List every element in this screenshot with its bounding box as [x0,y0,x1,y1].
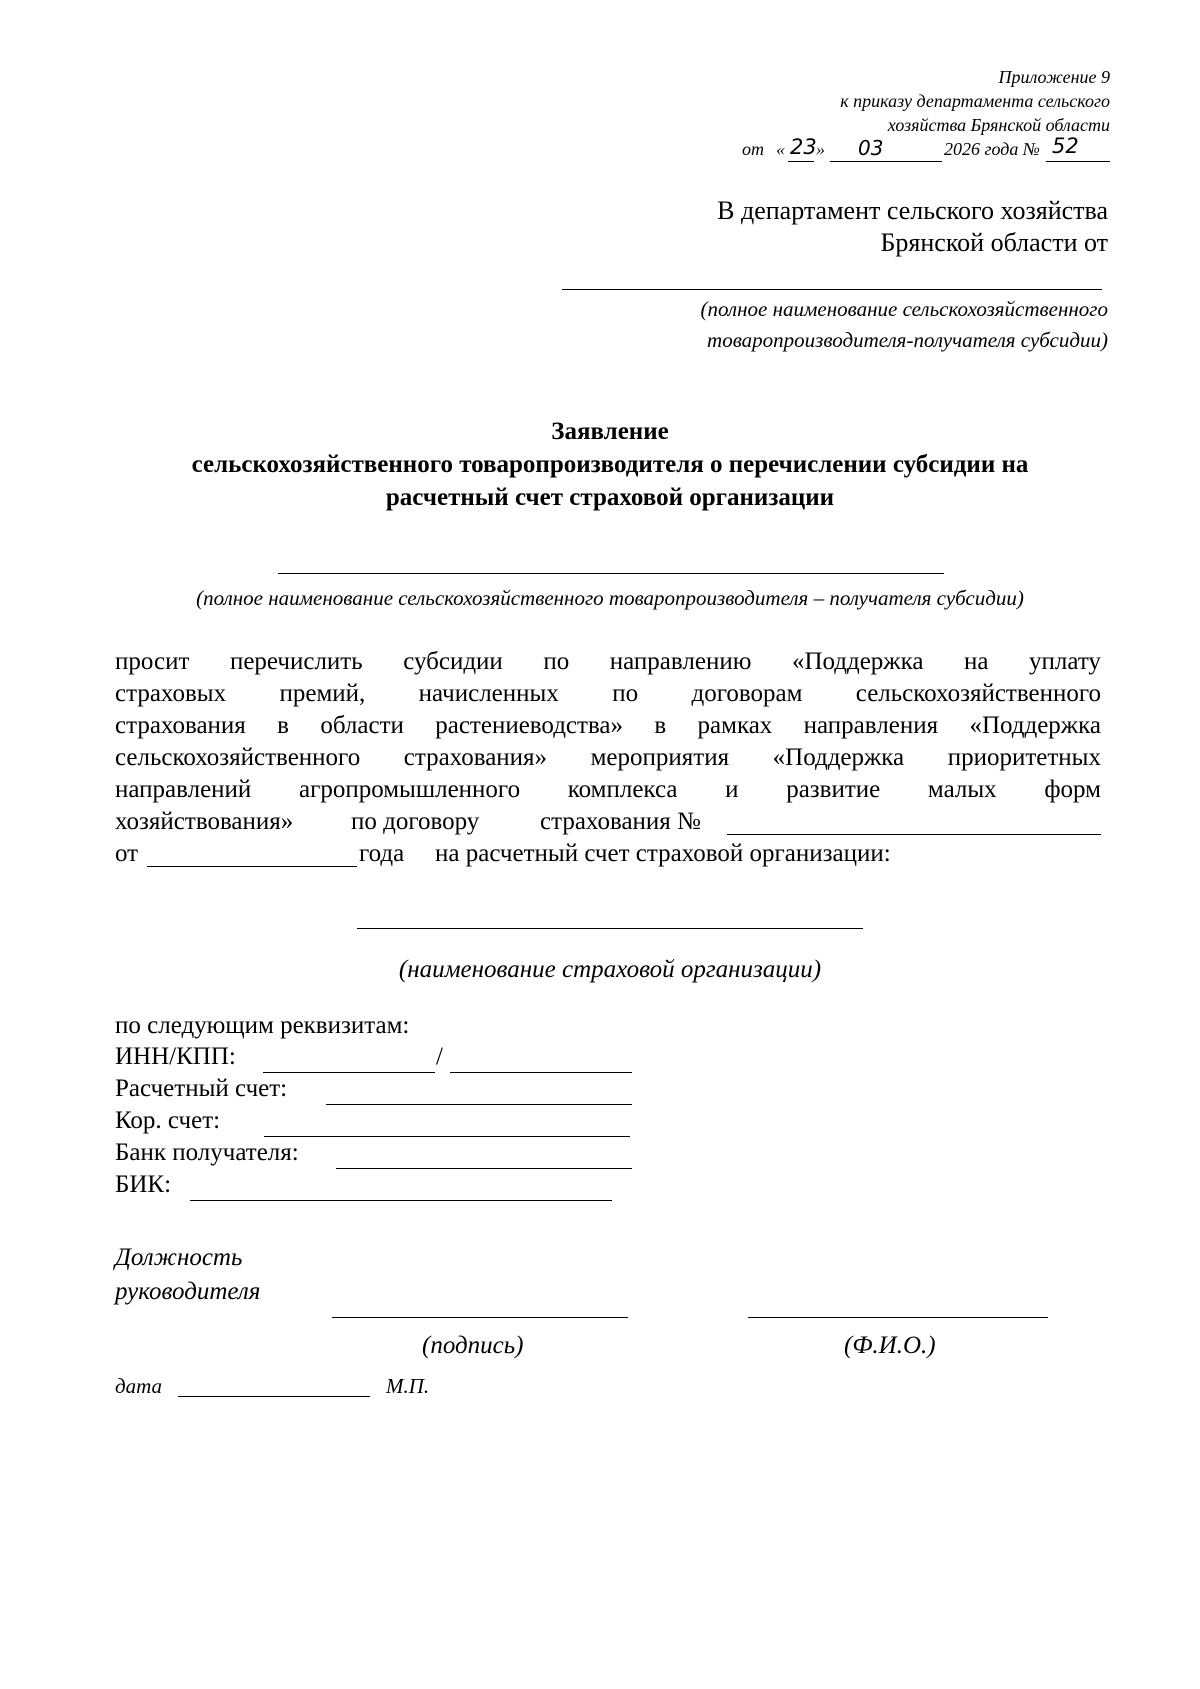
contract-date-line [147,866,357,867]
body-word: «Поддержка [969,712,1101,739]
body-word: на [964,648,989,675]
kpp-line [450,1072,632,1073]
body-word: и [725,776,739,803]
document-subtitle-2: расчетный счет страховой организации [385,484,835,511]
body-word: комплекса [567,776,678,803]
full-name-caption: (Ф.И.О.) [844,1332,936,1359]
account-line [326,1104,632,1105]
position-label-2: руководителя [115,1278,261,1305]
date-line [178,1396,370,1397]
appendix-line-1: Приложение 9 [998,67,1110,87]
body-line-3 [115,710,1101,742]
signature-caption: (подпись) [422,1332,524,1359]
order-day-underline [788,161,814,162]
addressee-line-2: Брянской области от [880,228,1108,257]
body-line-5 [115,774,1101,806]
applicant-name-line [278,573,944,574]
addressee-line-1: В департамент сельского хозяйства [717,196,1108,225]
document-subtitle-1: сельскохозяйственного товаропроизводителя о перечислении субсидии на [191,451,1029,478]
body-word: в [654,712,667,739]
body-line-4 [115,742,1101,774]
body-word: малых [927,776,997,803]
body-text: хозяйствования» [115,808,294,835]
body-word: растениеводства» [435,712,624,739]
body-text: по договору [351,808,480,835]
bik-label: БИК: [115,1171,172,1198]
bank-line [336,1168,632,1169]
body-word: страхования [115,712,246,739]
body-word: форм [1044,776,1101,803]
bank-label: Банк получателя: [115,1139,299,1166]
body-line-7 [115,838,1101,870]
order-number-underline [1046,161,1110,162]
body-word: агропромышленного [298,776,521,803]
inn-line [263,1072,435,1073]
document-title: Заявление [551,418,669,445]
addressee-caption-1: (полное наименование сельскохозяйственного [700,297,1108,321]
body-word: «Поддержка [772,744,905,771]
body-word: направления [803,712,939,739]
stamp-label: М.П. [386,1374,430,1398]
body-line-1 [115,646,1101,678]
body-word: просит [115,648,190,675]
body-word: направлению [609,648,752,675]
addressee-name-line [562,289,1102,290]
bik-line [190,1200,612,1201]
corr-account-line [264,1136,630,1137]
body-text: на расчетный счет страховой организации: [435,840,891,867]
body-word: развитие [786,776,881,803]
order-from-label: от [742,139,764,159]
insurer-caption: (наименование страховой организации) [398,956,822,983]
body-word: области [320,712,404,739]
body-line-2 [115,678,1101,710]
body-word: по [612,680,639,707]
body-line-6 [115,806,1101,838]
appendix-line-3: хозяйства Брянской области [887,115,1110,135]
order-year-number: 2026 года № [944,139,1040,159]
body-word: страховых [115,680,227,707]
full-name-line [748,1317,1048,1318]
body-word: премий, [279,680,366,707]
body-word: уплату [1029,648,1101,675]
inn-kpp-label: ИНН/КПП: [115,1043,236,1070]
account-label: Расчетный счет: [115,1075,288,1102]
appendix-line-2: к приказу департамента сельского [840,91,1110,111]
body-word: начисленных [418,680,559,707]
body-word: «Поддержка [791,648,924,675]
body-word: приоритетных [947,744,1101,771]
body-word: по [543,648,570,675]
body-word: договорам [691,680,803,707]
body-word: мероприятия [590,744,730,771]
inn-kpp-slash: / [436,1043,443,1070]
body-word: субсидии [403,648,503,675]
appendix-order-line [0,134,1200,167]
corr-account-label: Кор. счет: [115,1107,221,1134]
applicant-caption: (полное наименование сельскохозяйственного товаропроизводителя – получателя субсидии) [196,586,1024,610]
addressee-caption-2: товаропроизводителя-получателя субсидии) [707,328,1108,352]
body-word: страхования» [403,744,548,771]
body-text: года [359,840,405,867]
order-quote-close: » [816,139,825,159]
order-quote-open: « [776,139,785,159]
body-text: от [115,840,139,867]
body-word: сельскохозяйственного [855,680,1101,707]
contract-number-line [727,834,1101,835]
requisites-intro: по следующим реквизитам: [115,1012,410,1039]
order-month-underline [830,161,942,162]
body-word: перечислить [229,648,363,675]
body-word: направлений [115,776,252,803]
body-text: страхования № [540,808,701,835]
body-word: рамках [697,712,773,739]
body-word: сельскохозяйственного [115,744,361,771]
position-label-1: Должность [115,1244,243,1271]
date-label: дата [115,1374,163,1398]
insurer-name-line [357,928,863,929]
order-day: 23 [790,135,817,159]
body-word: в [277,712,289,739]
signature-line [332,1317,628,1318]
order-month: 03 [858,136,884,160]
order-number: 52 [1052,134,1079,158]
